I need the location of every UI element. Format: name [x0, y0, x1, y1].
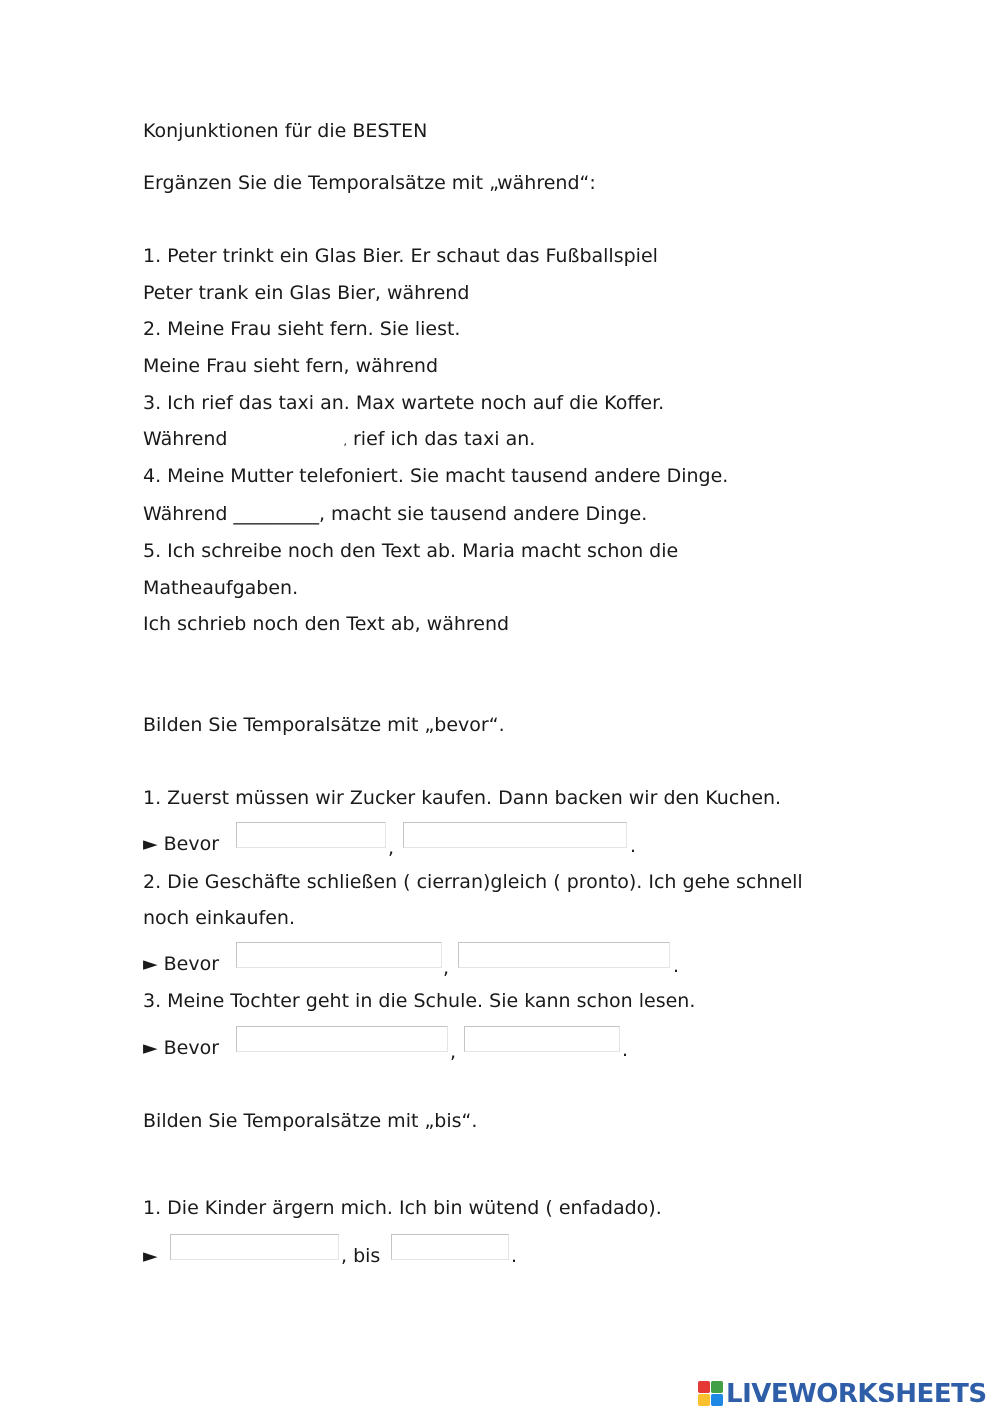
- comma: ,: [388, 837, 395, 859]
- exercise-text: 4. Meine Mutter telefoniert. Sie macht tausend andere Dinge.: [143, 465, 729, 487]
- exercise-word: rief ich das taxi an.: [353, 428, 536, 450]
- logo-mark-icon: [698, 1381, 724, 1407]
- section-instruction-waehrend: Ergänzen Sie die Temporalsätze mit „während“:: [143, 172, 596, 194]
- exercise-text: 2. Die Geschäfte schließen ( cierran)gleich ( pronto). Ich gehe schnell: [143, 871, 803, 893]
- exercise-text: 5. Ich schreibe noch den Text ab. Maria macht schon die: [143, 540, 679, 562]
- exercise-text: Während _________, macht sie tausend andere Dinge.: [143, 503, 648, 525]
- comma: ,: [450, 1041, 457, 1063]
- exercise-word: Während: [143, 428, 228, 450]
- comma: ,: [443, 957, 450, 979]
- exercise-text: 3. Meine Tochter geht in die Schule. Sie kann schon lesen.: [143, 990, 696, 1012]
- answer-arrow: ►: [143, 1245, 158, 1267]
- period: .: [630, 835, 637, 857]
- answer-input[interactable]: [403, 822, 627, 848]
- logo-square: [711, 1394, 723, 1406]
- section-instruction-bis: Bilden Sie Temporalsätze mit „bis“.: [143, 1110, 478, 1132]
- answer-input[interactable]: [236, 942, 442, 968]
- exercise-text: 3. Ich rief das taxi an. Max wartete noch auf die Koffer.: [143, 392, 665, 414]
- answer-input[interactable]: [170, 1234, 339, 1260]
- exercise-text: noch einkaufen.: [143, 907, 296, 929]
- answer-input[interactable]: [458, 942, 670, 968]
- worksheet-title: Konjunktionen für die BESTEN: [143, 120, 428, 142]
- exercise-text: Meine Frau sieht fern, während: [143, 355, 439, 377]
- exercise-text: Peter trank ein Glas Bier, während: [143, 282, 470, 304]
- section-instruction-bevor: Bilden Sie Temporalsätze mit „bevor“.: [143, 714, 505, 736]
- answer-prefix: ► Bevor: [143, 1037, 220, 1059]
- exercise-text: Ich schrieb noch den Text ab, während: [143, 613, 510, 635]
- logo-square: [711, 1381, 723, 1393]
- exercise-text: Matheaufgaben.: [143, 577, 299, 599]
- answer-input[interactable]: [236, 822, 386, 848]
- logo-square: [698, 1381, 710, 1393]
- answer-prefix: ► Bevor: [143, 833, 220, 855]
- period: .: [622, 1039, 629, 1061]
- comma: ,: [343, 435, 347, 448]
- exercise-text: 1. Die Kinder ärgern mich. Ich bin wütend ( enfadado).: [143, 1197, 662, 1219]
- exercise-text: 1. Peter trinkt ein Glas Bier. Er schaut das Fußballspiel: [143, 245, 658, 267]
- period: .: [673, 955, 680, 977]
- answer-input[interactable]: [391, 1234, 509, 1260]
- liveworksheets-logo: [698, 1378, 998, 1410]
- logo-text: LIVEWORKSHEETS: [726, 1379, 987, 1409]
- answer-prefix: ► Bevor: [143, 953, 220, 975]
- answer-input[interactable]: [236, 1026, 448, 1052]
- period: .: [511, 1245, 518, 1267]
- exercise-text: 2. Meine Frau sieht fern. Sie liest.: [143, 318, 461, 340]
- logo-square: [698, 1394, 710, 1406]
- answer-input[interactable]: [464, 1026, 620, 1052]
- bis-connector: , bis: [341, 1245, 381, 1267]
- exercise-text: 1. Zuerst müssen wir Zucker kaufen. Dann backen wir den Kuchen.: [143, 787, 782, 809]
- exercise-text: [143, 427, 535, 454]
